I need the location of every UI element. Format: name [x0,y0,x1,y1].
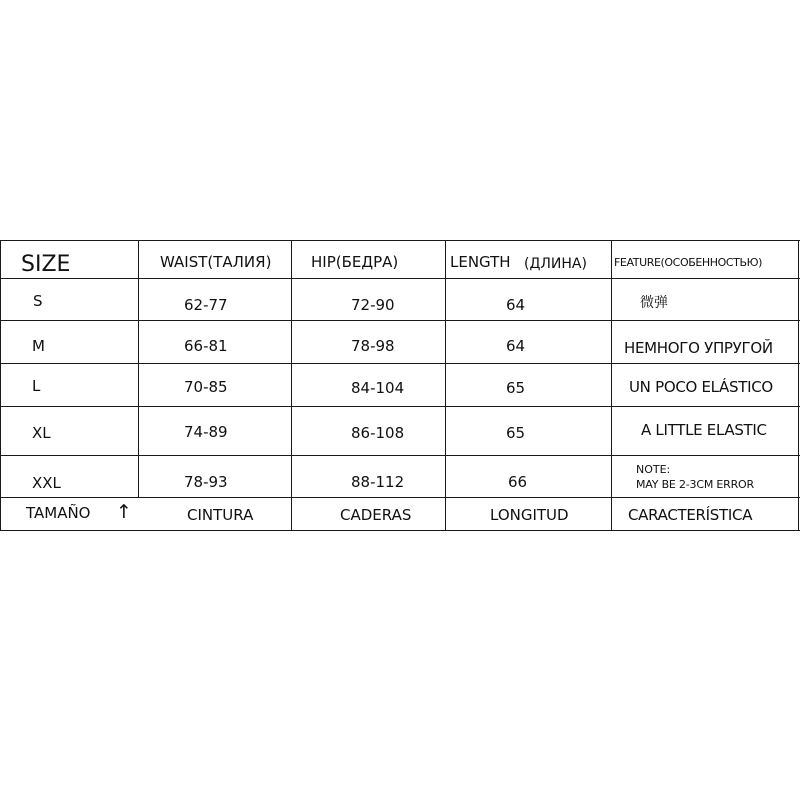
header-waist: WAIST(ТАЛИЯ) [160,253,272,271]
row-xxl-hip: 88-112 [351,473,405,491]
table-rule [0,497,800,498]
row-s-hip: 72-90 [351,296,395,314]
row-xxl-note-text: MAY BE 2-3CM ERROR [636,478,754,491]
table-rule [0,455,800,456]
row-xxl-note-title: NOTE: [636,463,671,476]
table-rule [445,240,446,531]
table-rule [291,240,292,531]
row-l-size: L [32,377,41,395]
row-s-waist: 62-77 [184,296,228,314]
footer-size: TAMAÑO [26,504,91,522]
row-xxl-waist: 78-93 [184,473,228,491]
table-rule [138,240,139,497]
row-m-feature: НЕМНОГО УПРУГОЙ [624,339,773,357]
footer-feature: CARACTERÍSTICA [628,506,753,524]
row-xl-waist: 74-89 [184,423,228,441]
row-s-feature: 微弹 [640,295,668,311]
row-l-waist: 70-85 [184,378,228,396]
row-l-feature: UN POCO ELÁSTICO [629,378,773,396]
row-m-length: 64 [506,337,526,355]
row-s-length: 64 [506,296,526,314]
table-rule [0,320,800,321]
table-rule [611,240,612,531]
table-rule [798,240,799,531]
table-rule [0,530,800,531]
row-xl-size: XL [32,424,51,442]
table-rule [0,278,800,279]
header-size: SIZE [21,252,71,277]
header-feature: FEATURE(ОСОБЕННОСТЬЮ) [614,256,763,269]
row-l-hip: 84-104 [351,379,405,397]
row-xl-feature: A LITTLE ELASTIC [641,421,767,439]
footer-waist: CINTURA [187,506,254,524]
footer-length: LONGITUD [490,506,569,524]
arrow-up-icon: ↑ [116,501,132,523]
row-l-length: 65 [506,379,526,397]
table-rule [0,363,800,364]
header-length-ru: (ДЛИНА) [524,256,587,272]
header-length: LENGTH [450,253,511,271]
row-m-waist: 66-81 [184,337,228,355]
footer-hip: CADERAS [340,506,412,524]
row-m-size: M [32,337,45,355]
header-hip: HIP(БЕДРА) [311,253,399,271]
row-m-hip: 78-98 [351,337,395,355]
row-xxl-length: 66 [508,473,528,491]
table-rule [0,240,1,531]
table-rule [0,406,800,407]
row-xxl-size: XXL [32,474,61,492]
row-xl-hip: 86-108 [351,424,405,442]
row-xl-length: 65 [506,424,526,442]
table-rule [0,240,800,241]
row-s-size: S [33,292,43,310]
